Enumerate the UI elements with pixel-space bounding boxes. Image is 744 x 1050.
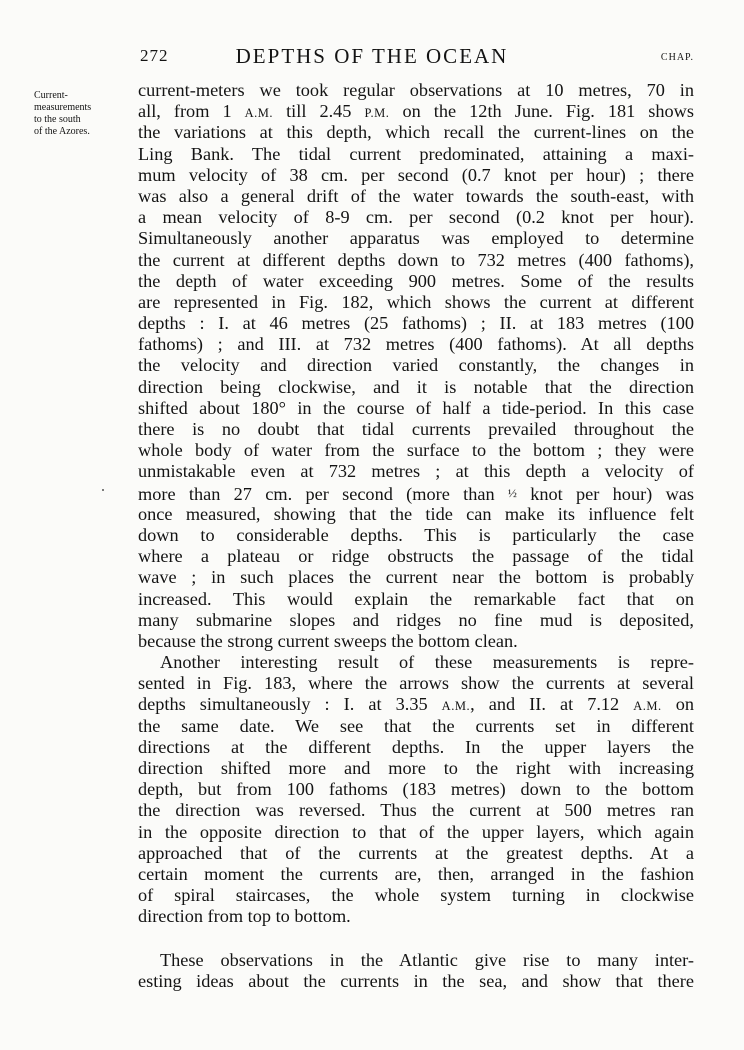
text-line: there is no doubt that tidal currents prevailed throughout the [138, 419, 694, 439]
text-line: direction from top to bottom. [138, 906, 351, 927]
page-header [0, 44, 744, 68]
text-line: increased. This would explain the remarkable fact that on [138, 588, 694, 609]
body-text [138, 80, 694, 992]
running-title: DEPTHS OF THE OCEAN [235, 44, 509, 68]
text-line: where a plateau or ridge obstructs the passage of the tidal [138, 546, 694, 567]
text-line: the current at different depths down to 732 metres (400 fathoms), [138, 249, 694, 270]
text-line: of spiral staircases, the whole system turning in clockwise [138, 885, 694, 906]
text-line: direction shifted more and more to the right with increasing [138, 758, 694, 778]
text-line: was also a general drift of the water towards the south-east, with [138, 185, 694, 206]
margin-mark [102, 489, 104, 491]
text-line: many submarine slopes and ridges no fine mud is deposited, [138, 609, 694, 630]
text-line: the direction was reversed. Thus the current at 500 metres ran [138, 800, 694, 821]
text-line: wave ; in such places the current near the bottom is probably [138, 567, 694, 588]
text-line: directions at the different depths. In the upper layers the [138, 736, 694, 757]
text-line: all, from 1 A.M. till 2.45 P.M. on the 12th June. Fig. 181 shows [138, 101, 694, 122]
text-line: Another interesting result of these measurements is repre- [160, 652, 694, 673]
text-line: Ling Bank. The tidal current predominated, attaining a maxi- [138, 143, 694, 164]
text-line: in the opposite direction to that of the upper layers, which again [138, 821, 694, 842]
text-line: esting ideas about the currents in the sea, and show that there [138, 970, 694, 991]
text-line: direction being clockwise, and it is notable that the direction [138, 376, 694, 397]
text-line: whole body of water from the surface to the bottom ; they were [138, 440, 694, 461]
text-line: because the strong current sweeps the bottom clean. [138, 630, 518, 651]
text-line: fathoms) ; and III. at 732 metres (400 fathoms). At all depths [138, 334, 694, 355]
text-line: certain moment the currents are, then, arranged in the fashion [138, 863, 694, 884]
margin-note-line: measurements [34, 102, 92, 113]
text-line: the same date. We see that the currents set in different [138, 715, 694, 736]
text-line: the velocity and direction varied constantly, the changes in [138, 355, 694, 376]
margin-note [34, 90, 136, 138]
page-number: 272 [140, 46, 169, 65]
text-line: Simultaneously another apparatus was employed to determine [138, 228, 694, 249]
text-line: current-meters we took regular observations at 10 metres, 70 in [138, 80, 694, 100]
text-line: approached that of the currents at the greatest depths. At a [138, 842, 694, 863]
text-line: unmistakable even at 732 metres ; at this depth a velocity of [138, 461, 694, 482]
text-line: are represented in Fig. 182, which shows the current at different [138, 291, 694, 312]
text-line: once measured, showing that the tide can make its influence felt [138, 503, 694, 524]
text-line: depths : I. at 46 metres (25 fathoms) ; II. at 183 metres (100 [138, 313, 694, 334]
text-line: the depth of water exceeding 900 metres. Some of the results [138, 270, 694, 291]
chapter-label: CHAP. [660, 52, 694, 63]
text-line: the variations at this depth, which recall the current-lines on the [138, 122, 694, 143]
text-line: These observations in the Atlantic give rise to many inter- [160, 949, 694, 970]
margin-note-line: Current- [34, 90, 68, 101]
text-line: depths simultaneously : I. at 3.35 A.M., and II. at 7.12 A.M. on [138, 694, 694, 715]
text-line: depth, but from 100 fathoms (183 metres) down to the bottom [138, 779, 694, 800]
margin-note-line: to the south [34, 114, 81, 125]
text-line: shifted about 180° in the course of half a tide-period. In this case [138, 397, 694, 418]
text-line: more than 27 cm. per second (more than ½ knot per hour) was [138, 483, 694, 504]
text-line: mum velocity of 38 cm. per second (0.7 knot per hour) ; there [138, 164, 694, 185]
text-line: down to considerable depths. This is particularly the case [138, 524, 694, 545]
text-line: a mean velocity of 8-9 cm. per second (0.2 knot per hour). [138, 207, 694, 228]
text-line: sented in Fig. 183, where the arrows show the currents at several [138, 673, 694, 694]
margin-note-line: of the Azores. [34, 126, 90, 137]
